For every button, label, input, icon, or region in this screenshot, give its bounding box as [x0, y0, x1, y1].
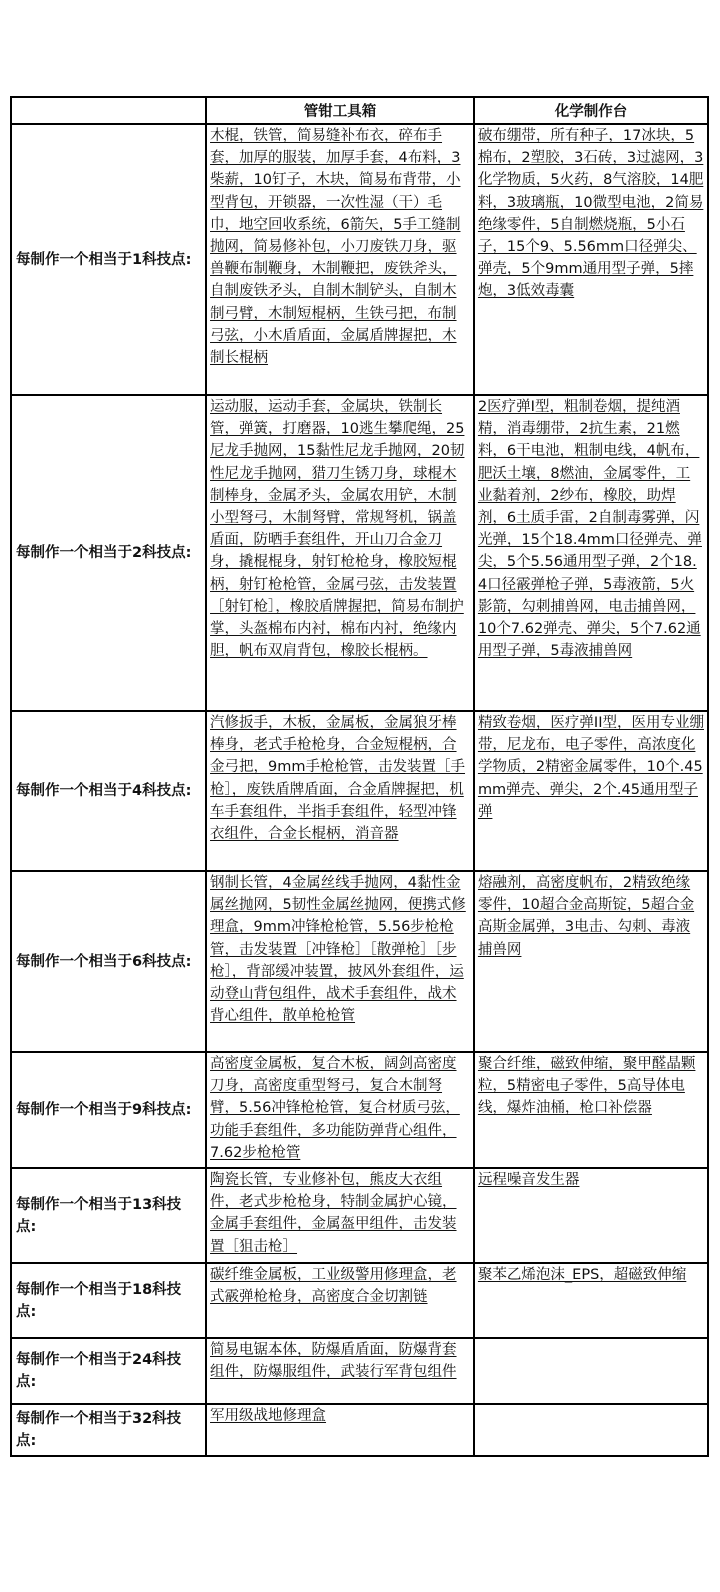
chem-items-text: 熔融剂，高密度帆布，2精致绝缘零件，10超合金高斯锭，5超合金高斯金属弹，3电击、勾刺、毒液捕兽网 — [477, 875, 695, 958]
table-row — [11, 395, 708, 711]
header-chem-bench: 化学制作台 — [474, 97, 708, 124]
chem-items — [474, 711, 708, 871]
row-label: 每制作一个相当于13科技点: — [11, 1168, 206, 1263]
toolbox-items — [206, 1263, 474, 1338]
row-label: 每制作一个相当于1科技点: — [11, 124, 206, 395]
toolbox-items — [206, 1338, 474, 1404]
row-label: 每制作一个相当于9科技点: — [11, 1052, 206, 1168]
table-row — [11, 124, 708, 395]
row-label: 每制作一个相当于32科技点: — [11, 1404, 206, 1456]
chem-items — [474, 1404, 708, 1456]
toolbox-items — [206, 871, 474, 1052]
chem-items — [474, 871, 708, 1052]
table-row — [11, 1168, 708, 1263]
toolbox-items-text: 简易电锯本体，防爆盾盾面，防爆背套组件，防爆服组件，武装行军背包组件 — [210, 1342, 457, 1381]
chem-items-text: 精致卷烟，医疗弹II型，医用专业绷带，尼龙布，电子零件，高浓度化学物质，2精密金属零件，10个.45mm弹壳、弹尖，2个.45通用型子弹 — [477, 715, 704, 820]
chem-items — [474, 395, 708, 711]
toolbox-items — [206, 711, 474, 871]
row-label: 每制作一个相当于4科技点: — [11, 711, 206, 871]
chem-items-text: 聚苯乙烯泡沫_EPS，超磁致伸缩 — [477, 1267, 687, 1283]
table-row — [11, 1338, 708, 1404]
chem-items — [474, 1168, 708, 1263]
toolbox-items — [206, 1404, 474, 1456]
toolbox-items-text: 陶瓷长管，专业修补包，熊皮大衣组件，老式步枪枪身，特制金属护心镜，金属手套组件，金属盔甲组件，击发装置［狙击枪］ — [210, 1172, 457, 1255]
table-row — [11, 1404, 708, 1456]
toolbox-items-text: 钢制长管，4金属丝线手抛网，4黏性金属丝抛网，5韧性金属丝抛网，便携式修理盒，9mm冲锋枪枪管，5.56步枪枪管，击发装置［冲锋枪］［散弹枪］［步枪］，背部缓冲装置，披风外套组件，运动登山背包组件，战术手套组件，战术背心组件，散单枪枪管 — [210, 875, 466, 1025]
chem-items — [474, 124, 708, 395]
row-label: 每制作一个相当于24科技点: — [11, 1338, 206, 1404]
toolbox-items — [206, 395, 474, 711]
table-row — [11, 1052, 708, 1168]
toolbox-items-text: 运动服，运动手套，金属块，铁制长管，弹簧，打磨器，10逃生攀爬绳，25尼龙手抛网，15黏性尼龙手抛网，20韧性尼龙手抛网，猎刀生锈刀身，球棍木制棒身，金属矛头，金属农用铲，木制小型弩弓，木制弩臂，常规弩机，锅盖盾面，防晒手套组件，开山刀合金刀身，撬棍棍身，射钉枪枪身，橡胶短棍柄，射钉枪枪管，金属弓弦，击发装置［射钉枪］，橡胶盾牌握把，简易布制护掌，头盔棉布内衬，棉布内衬，绝缘内胆，帆布双肩背包，橡胶长棍柄。 — [210, 399, 465, 660]
toolbox-items — [206, 1052, 474, 1168]
header-row — [11, 97, 708, 124]
chem-items-text: 远程噪音发生器 — [477, 1172, 580, 1188]
header-corner-cell — [11, 97, 206, 124]
toolbox-items-text: 军用级战地修理盒 — [210, 1408, 327, 1424]
chem-items-text: 破布绷带，所有种子，17冰块，5棉布，2塑胶，3石砖，3过滤网，3化学物质，5火药，8气溶胶，14肥料，3玻璃瓶，10微型电池，2简易绝缘零件，5自制燃烧瓶，5小石子，15个9、5.56mm口径弹尖、弹壳，5个9mm通用型子弹，5摔炮，3低效毒囊 — [477, 128, 704, 300]
table-row — [11, 1263, 708, 1338]
chem-items — [474, 1263, 708, 1338]
toolbox-items — [206, 124, 474, 395]
row-label: 每制作一个相当于2科技点: — [11, 395, 206, 711]
toolbox-items-text: 汽修扳手，木板，金属板，金属狼牙棒棒身，老式手枪枪身，合金短棍柄，合金弓把，9mm手枪枪管，击发装置［手枪］，废铁盾牌盾面，合金盾牌握把，机车手套组件，半指手套组件，轻型冲锋衣组件，合金长棍柄，消音器 — [210, 715, 466, 843]
chem-items-text: 聚合纤维，磁致伸缩，聚甲醛晶颗粒，5精密电子零件，5高导体电线，爆炸油桶，枪口补偿器 — [477, 1056, 696, 1117]
crafting-points-table-container — [10, 96, 709, 1457]
chem-items — [474, 1052, 708, 1168]
header-toolbox: 管钳工具箱 — [206, 97, 474, 124]
toolbox-items — [206, 1168, 474, 1263]
toolbox-items-text: 高密度金属板，复合木板，阔剑高密度刀身，高密度重型弩弓，复合木制弩臂，5.56冲锋枪枪管，复合材质弓弦，功能手套组件，多功能防弹背心组件，7.62步枪枪管 — [210, 1056, 460, 1161]
crafting-points-table — [10, 96, 709, 1457]
table-row — [11, 711, 708, 871]
table-row — [11, 871, 708, 1052]
toolbox-items-text: 碳纤维金属板，工业级警用修理盒，老式霰弹枪枪身，高密度合金切割链 — [210, 1267, 457, 1306]
row-label: 每制作一个相当于6科技点: — [11, 871, 206, 1052]
toolbox-items-text: 木棍，铁管，简易缝补布衣，碎布手套，加厚的服装，加厚手套，4布料，3柴薪，10钉子，木块，简易布背带，小型背包，开锁器，一次性湿（干）毛巾，地空回收系统，6箭矢，5手工缝制抛网，简易修补包，小刀废铁刀身，驱兽鞭布制鞭身，木制鞭把，废铁斧头，自制废铁矛头，自制木制铲头，自制木制弓臂，木制短棍柄，生铁弓把，布制弓弦，小木盾盾面，金属盾牌握把，木制长棍柄 — [210, 128, 461, 367]
row-label: 每制作一个相当于18科技点: — [11, 1263, 206, 1338]
chem-items-text: 2医疗弹I型，粗制卷烟，提纯酒精，消毒绷带，2抗生素，21燃料，6干电池，粗制电线，4帆布，肥沃土壤，8燃油，金属零件，工业黏着剂，2纱布，橡胶，助焊剂，6土质手雷，2自制毒雾弹，闪光弹，15个18.4mm口径弹壳、弹尖，5个5.56通用型子弹，2个18.4口径霰弹枪子弹，5毒液箭，5火影箭，勾刺捕兽网，电击捕兽网，10个7.62弹壳、弹尖，5个7.62通用型子弹，5毒液捕兽网 — [477, 399, 702, 660]
chem-items — [474, 1338, 708, 1404]
